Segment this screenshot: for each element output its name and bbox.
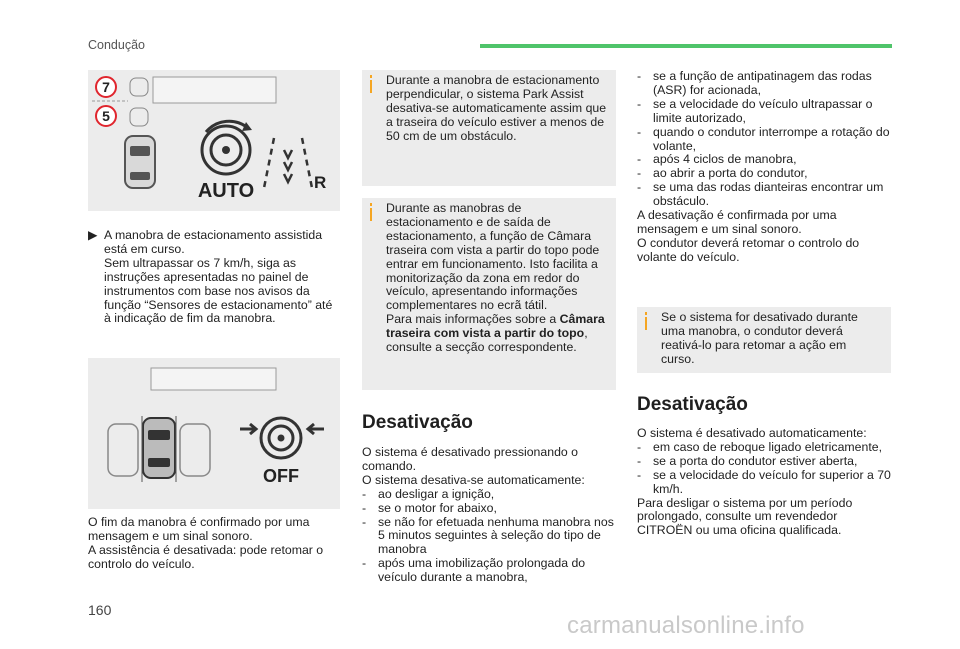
auto-deactivation-intro: O sistema é desativado automaticamente: [637,426,867,440]
park-assist-off-illustration [88,358,340,509]
park-assist-off-figure [88,358,340,509]
car-top-view-icon [125,136,155,188]
auto-deactivation-text [637,427,893,538]
watermark-text: carmanualsonline.info [567,612,805,639]
deactivation-list-col2 [362,488,620,585]
note-camera-more: Para mais informações sobre a Câmara traseira com vista a partir do topo, consulte a secção correspondente. [386,312,605,355]
end-confirm-text: O fim da manobra é confirmado por uma mensagem e um sinal sonoro. [88,515,310,543]
list-item: - se o motor for abaixo, [362,502,620,516]
deactivation-heading-col3: Desativação [637,394,748,415]
deactivation-list-col3 [637,70,893,209]
list-item: - se a velocidade do veículo for superior a 70 km/h. [637,469,893,497]
list-item: - se uma das rodas dianteiras encontrar um obstáculo. [637,181,893,209]
reverse-label: R [314,173,327,192]
list-item: - em caso de reboque ligado eletricamente, [637,441,893,455]
info-icon [645,312,647,315]
parking-guide-icon [264,138,312,188]
list-item: - se não for efetuada nenhuma manobra nos 5 minutos seguintes à seleção do tipo de manobra [362,516,620,558]
list-item: - se a função de antipatinagem das rodas (ASR) for acionada, [637,70,893,98]
badge-7-label: 7 [102,79,110,95]
info-note-reactivate [637,307,891,373]
end-assist-text: A assistência é desativada: pode retomar o controlo do veículo. [88,542,324,571]
info-icon [370,203,372,206]
deactivation-text-col2 [362,446,620,585]
badge-5-label: 5 [102,108,110,124]
deactivation-intro: O sistema é desativado pressionando o comando. [362,445,579,473]
list-item: - quando o condutor interrompe a rotação do volante, [637,126,893,154]
auto-deactivation-list [637,441,893,497]
list-item: - se a velocidade do veículo ultrapassar o limite autorizado, [637,98,893,126]
camera-link-text: Câmara traseira com vista a partir do topo [386,312,605,341]
deactivation-heading-col2: Desativação [362,412,473,433]
small-car-icon [130,78,148,126]
info-note-perpendicular [362,70,616,186]
list-item: - após 4 ciclos de manobra, [637,153,893,167]
maneuver-end-text [88,516,342,572]
info-icon [370,75,372,78]
steering-wheel-icon [202,121,252,174]
maneuver-instructions: Sem ultrapassar os 7 km/h, siga as instruções apresentadas no painel de instrumentos com base nos avisos da função “Sensores de estacionamento” até à indicação de fim da manobra. [104,255,333,326]
deactivation-auto-intro: O sistema desativa-se automaticamente: [362,472,585,487]
deactivation-confirm-text: A desativação é confirmada por uma mensagem e um sinal sonoro. [637,208,837,236]
maneuver-in-progress-text [88,229,342,326]
closing-text: Para desligar o sistema por um período prolongado, consulte um revendedor CITROËN ou uma oficina qualificada. [637,495,853,538]
list-item: - ao desligar a ignição, [362,488,620,502]
page-header-title: Condução [88,38,145,52]
page-number: 160 [88,602,112,618]
deactivation-text-col3 [637,70,893,265]
park-assist-auto-illustration [88,70,340,211]
driver-retake-text: O condutor deverá retomar o controlo do volante do veículo. [637,235,860,264]
auto-label: AUTO [197,180,255,202]
note-reactivate-text: Se o sistema for desativado durante uma manobra, o condutor deverá reativá-lo para retomar a ação em curso. [661,310,858,366]
park-assist-auto-figure [88,70,340,211]
steering-wheel-off-icon [240,418,324,458]
off-label: OFF [263,466,299,486]
note-perpendicular-text: Durante a manobra de estacionamento perpendicular, o sistema Park Assist desativa-se automaticamente assim que a traseira do veículo estiver a menos de 50 cm de um obstáculo. [386,73,607,143]
maneuver-bullet: A manobra de estacionamento assistida está em curso. [104,228,323,256]
parked-cars-icon [108,416,210,482]
checkbox-bullet-icon: ▶ [88,228,98,242]
list-item: - após uma imobilização prolongada do veículo durante a manobra, [362,557,620,585]
list-item: - ao abrir a porta do condutor, [637,167,893,181]
header-accent-bar [480,44,892,48]
note-camera-text: Durante as manobras de estacionamento e de saída de estacionamento, a função de Câmara traseira com vista a partir do topo pode entrar em funcionamento. Isto facilita a monitorização da zona em redor do veículo, apresentando informações complementares no ecrã tátil. [386,201,600,313]
list-item: - se a porta do condutor estiver aberta, [637,455,893,469]
info-note-camera [362,198,616,390]
